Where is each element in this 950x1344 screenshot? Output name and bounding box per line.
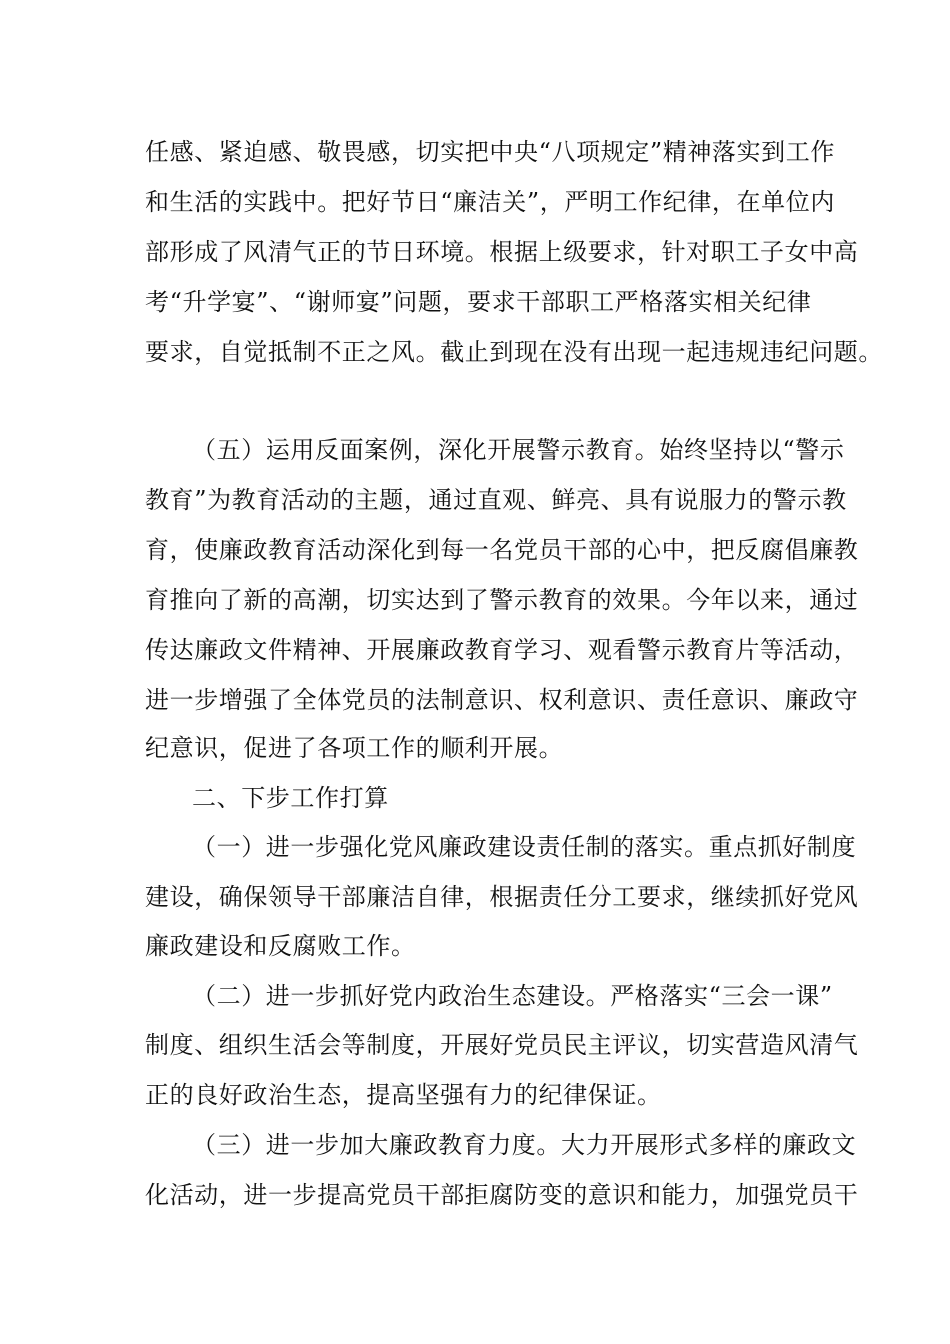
paragraph-line: 考“升学宴”、“谢师宴”问题，要求干部职工严格落实相关纪律 (145, 288, 812, 316)
section-heading: 二、下步工作打算 (192, 784, 389, 812)
paragraph-line: 教育”为教育活动的主题，通过直观、鲜亮、具有说服力的警示教 (145, 486, 847, 514)
paragraph-line: 育推向了新的高潮，切实达到了警示教育的效果。今年以来，通过 (145, 586, 859, 614)
paragraph-line: （二）进一步抓好党内政治生态建设。严格落实“三会一课” (192, 982, 833, 1010)
paragraph-line: 廉政建设和反腐败工作。 (145, 932, 416, 960)
paragraph-line: 制度、组织生活会等制度，开展好党员民主评议，切实营造风清气 (145, 1031, 859, 1059)
paragraph-line: 传达廉政文件精神、开展廉政教育学习、观看警示教育片等活动， (145, 636, 859, 664)
paragraph-line: 进一步增强了全体党员的法制意识、权利意识、责任意识、廉政守 (145, 686, 859, 714)
paragraph-line: 化活动，进一步提高党员干部拒腐防变的意识和能力，加强党员干 (145, 1181, 859, 1209)
paragraph-line: 要求，自觉抵制不正之风。截止到现在没有出现一起违规违纪问题。 (145, 338, 883, 366)
paragraph-line: （一）进一步强化党风廉政建设责任制的落实。重点抓好制度 (192, 833, 857, 861)
paragraph-line: 建设，确保领导干部廉洁自律，根据责任分工要求，继续抓好党风 (145, 883, 859, 911)
paragraph-line: 任感、紧迫感、敬畏感，切实把中央“八项规定”精神落实到工作 (145, 138, 835, 166)
paragraph-line: 和生活的实践中。把好节日“廉洁关”，严明工作纪律，在单位内 (145, 188, 835, 216)
paragraph-line: （三）进一步加大廉政教育力度。大力开展形式多样的廉政文 (192, 1131, 857, 1159)
paragraph-line: 正的良好政治生态，提高坚强有力的纪律保证。 (145, 1081, 662, 1109)
paragraph-line: （五）运用反面案例，深化开展警示教育。始终坚持以“警示 (192, 436, 845, 464)
paragraph-line: 育，使廉政教育活动深化到每一名党员干部的心中，把反腐倡廉教 (145, 536, 859, 564)
paragraph-line: 部形成了风清气正的节日环境。根据上级要求，针对职工子女中高 (145, 238, 859, 266)
paragraph-line: 纪意识，促进了各项工作的顺利开展。 (145, 734, 564, 762)
